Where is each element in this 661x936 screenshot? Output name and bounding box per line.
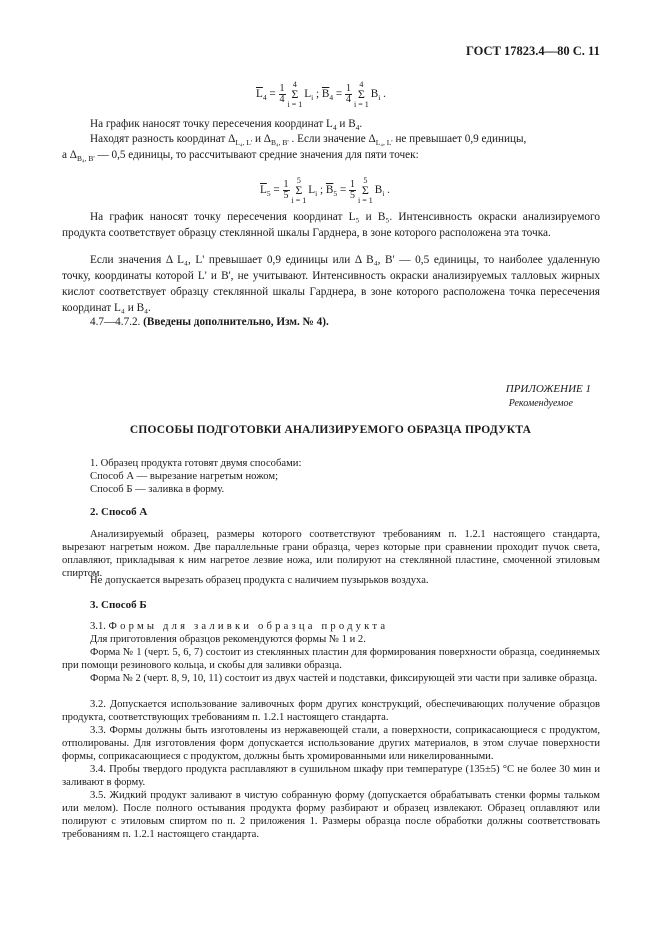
- subsection-heading: 3.1. Формы для заливки образца продукта: [90, 621, 389, 632]
- section-heading: 3. Способ Б: [90, 599, 147, 611]
- section-heading: 2. Способ А: [90, 506, 148, 518]
- text-line: 1. Образец продукта готовят двумя способами:: [90, 458, 302, 469]
- text-line: Не допускается вырезать образец продукта с наличием пузырьков воздуха.: [90, 575, 429, 586]
- paragraph: 3.3. Формы должны быть изготовлены из нержавеющей стали, а поверхности, соприкасающиеся с продуктом, отполированы. Для изготовления форм допускается использование других материалов, в этом случае поверхности формы, соприкасающиеся с продуктом, должны быть хромированными или никелированными.: [62, 725, 600, 762]
- page-header: ГОСТ 17823.4—80 С. 11: [466, 44, 600, 58]
- formula-mean-five: $\overline{L}_5$ = $\frac{1}{5}$ 5 Σ $i = 1L_i$ ; $\overline{B}_5$ = $\frac{1}{5}$ 5 Σ $i = 1B_i$ .: [260, 176, 390, 205]
- text-line: На график наносят точку пересечения координат $L_4$ и $B_4$.: [90, 118, 363, 132]
- paragraph: Если значения Δ L₄, L' превышает 0,9 единицы или Δ B₄, B' — 0,5 единицы, то наиболее удаленную точку, координаты которой L' и B', не учитывают. Интенсивность окраски анализируемых талловых жирных кислот соответствует образцу стеклянной шкалы Гарднера, в зоне которого расположена точка пересечения координат L₄ и B₄.: [62, 254, 600, 314]
- text-line: Способ Б — заливка в форму.: [90, 484, 225, 495]
- paragraph: На график наносят точку пересечения координат L₅ и B₅. Интенсивность окраски анализируемого продукта соответствует образцу стеклянной шкалы Гарднера, в зоне которого расположена эта точка.: [62, 211, 600, 239]
- paragraph: Анализируемый образец, размеры которого соответствуют требованиям п. 1.2.1 настоящего стандарта, вырезают нагретым ножом. Две параллельные грани образца, через которые при сравнении проходит пучок света, оплавляют, прикладывая к ним нагретое лезвие ножа, или полируют на стеклянной пластине, смоченной этиловым спиртом.: [62, 529, 600, 579]
- text-line: Для приготовления образцов рекомендуются формы № 1 и 2.: [90, 634, 366, 645]
- paragraph: 3.5. Жидкий продукт заливают в чистую собранную форму (допускается обрабатывать стенки формы тальком или мелом). После полного остывания продукта форму разбирают и образец извлекают. Образец оплавляют или полируют с этиловым спиртом по п. 2 приложения 1. Размеры образца после обработки должны соответствовать требованиям п. 1.2.1 настоящего стандарта.: [62, 790, 600, 840]
- text-line: а $\Delta_{B_4, B'}$ — 0,5 единицы, то рассчитывают средние значения для пяти точек:: [62, 149, 419, 163]
- paragraph: Форма № 1 (черт. 5, 6, 7) состоит из стеклянных пластин для формирования поверхности образца, соединяемых при помощи резинового кольца, и скобы для заливки образца.: [62, 647, 600, 671]
- paragraph: 3.2. Допускается использование заливочных форм других конструкций, обеспечивающих получение образцов продукта, соответствующих требованиям п. 1.2.1 настоящего стандарта.: [62, 699, 600, 723]
- paragraph: 3.4. Пробы твердого продукта расплавляют в сушильном шкафу при температуре (135±5) °С не более 30 мин и заливают в форму.: [62, 764, 600, 788]
- amendment-note: 4.7—4.7.2. (Введены дополнительно, Изм. № 4).: [90, 316, 329, 328]
- formula-mean-four: $\overline{L}_4$ = $\frac{1}{4}$ 4 Σ $i = 1L_i$ ; $\overline{B}_4$ = $\frac{1}{4}$ 4 Σ $i = 1B_i$ .: [256, 80, 386, 109]
- text-line: Находят разность координат $\Delta_{L_4, L'}$ и $\Delta_{B_4, B'}$ . Если значение $\Delta_{L_4, L'}$ не превышает 0,9 единицы,: [90, 133, 527, 147]
- paragraph: Форма № 2 (черт. 8, 9, 10, 11) состоит из двух частей и подставки, фиксирующей эти части при заливке образца.: [90, 673, 598, 684]
- appendix-label: ПРИЛОЖЕНИЕ 1: [505, 383, 591, 395]
- text-line: Способ А — вырезание нагретым ножом;: [90, 471, 279, 482]
- appendix-status: Рекомендуемое: [508, 398, 573, 409]
- appendix-title: СПОСОБЫ ПОДГОТОВКИ АНАЛИЗИРУЕМОГО ОБРАЗЦА ПРОДУКТА: [129, 424, 532, 436]
